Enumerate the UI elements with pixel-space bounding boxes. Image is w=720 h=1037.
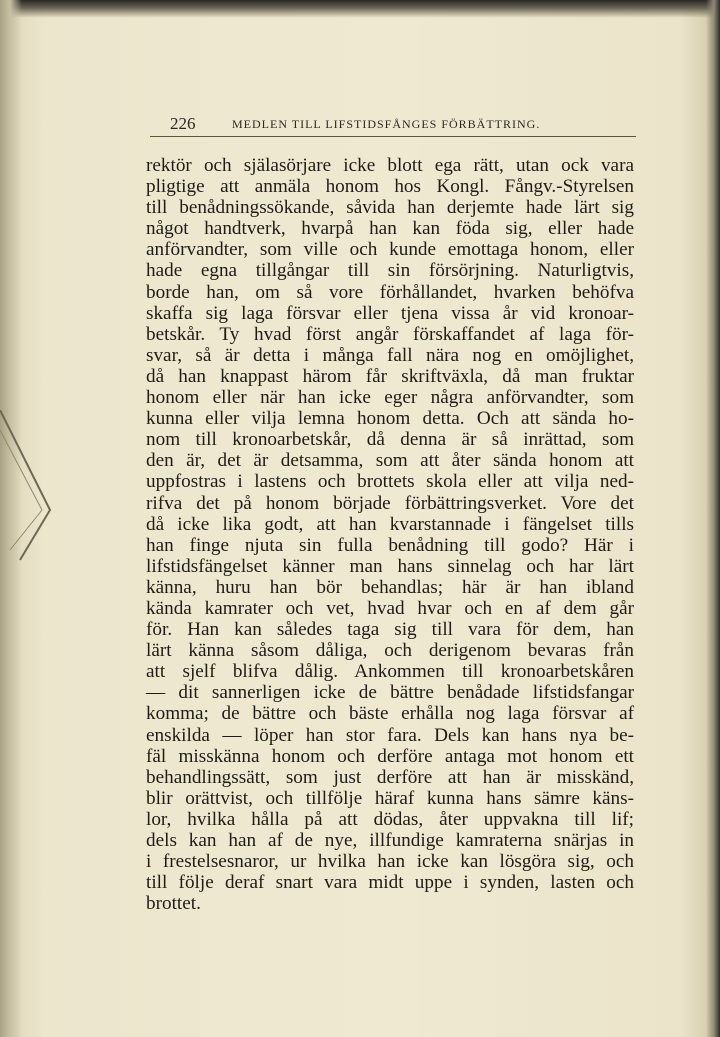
running-header xyxy=(150,112,636,137)
text-line: till benådningssökande, såvida han derjemte hade lärt sig xyxy=(146,197,634,219)
text-line: kunna eller vilja lemna honom detta. Och att sända ho- xyxy=(146,408,634,430)
text-line: rektör och själasörjare icke blott ega rätt, utan ock vara xyxy=(146,155,634,176)
text-line: då han knappast härom får skriftväxla, då man fruktar xyxy=(146,365,634,387)
text-line: något handtverk, hvarpå han kan föda sig, eller hade xyxy=(146,218,634,240)
text-line: pligtige att anmäla honom hos Kongl. Fångv.-Styrelsen xyxy=(146,176,634,198)
text-line: betskår. Ty hvad först angår förskaffandet af laga för- xyxy=(146,323,634,345)
text-line: lifstidsfängelset känner man hans sinnelag och har lärt xyxy=(146,555,634,577)
page-right-edge xyxy=(706,0,720,1037)
text-line: enskilda — löper han stor fara. Dels kan hans nya be- xyxy=(146,724,634,746)
text-line: då icke lika godt, att han kvarstannade i fängelset tills xyxy=(146,513,634,535)
text-line: skaffa sig laga försvar eller tjena vissa år vid kronoar- xyxy=(146,302,634,324)
top-shadow xyxy=(0,0,720,18)
text-line: blir orättvist, och tillfölje häraf kunna hans sämre käns- xyxy=(146,787,634,809)
text-line: att sjelf blifva dålig. Ankommen till kronoarbetskåren xyxy=(146,661,634,683)
text-line: hade egna tillgångar till sin försörjning. Naturligtvis, xyxy=(146,260,634,282)
text-line: i frestelsesnaror, ur hvilka han icke kan lösgöra sig, och xyxy=(146,851,634,873)
text-line: den är, det är detsamma, som att åter sända honom att xyxy=(146,450,634,472)
text-line: lor, hvilka hålla på att dödas, åter uppvakna till lif; xyxy=(146,808,634,830)
folded-paper-edge xyxy=(0,410,70,590)
running-title: MEDLEN TILL LIFSTIDSFÅNGES FÖRBÄTTRING. xyxy=(232,117,541,131)
text-line: brottet. xyxy=(146,893,201,915)
text-line: till följe deraf snart vara midt uppe i synden, lasten och xyxy=(146,872,634,894)
text-line: dels kan han af de nye, illfundige kamraterna snärjas in xyxy=(146,830,634,851)
text-line: anförvandter, som ville och kunde emottaga honom, eller xyxy=(146,239,634,261)
text-line: han finge njuta sin fulla benådning till godo? Här i xyxy=(146,534,634,556)
text-line: — dit sannerligen icke de bättre benådade lifstidsfangar xyxy=(146,682,634,704)
page-number: 226 xyxy=(170,114,196,133)
text-line: uppfostras i lastens och brottets skola eller att vilja ned- xyxy=(146,471,634,493)
text-line: känna, huru han bör behandlas; här är han ibland xyxy=(146,576,634,598)
text-line: rifva det på honom började förbättringsverket. Vore det xyxy=(146,492,634,514)
text-line: för. Han kan således taga sig till vara för dem, han xyxy=(146,619,634,641)
text-line: nom till kronoarbetskår, då denna är så inrättad, som xyxy=(146,429,634,451)
text-line: behandlingssätt, som just derföre att han är misskänd, xyxy=(146,766,634,788)
text-line: svar, så är detta i många fall nära nog en omöjlighet, xyxy=(146,344,634,366)
text-line: lärt känna såsom dåliga, och derigenom bevaras från xyxy=(146,640,634,662)
text-line: borde han, om så vore förhållandet, hvarken behöfva xyxy=(146,281,634,303)
text-line: fäl misskänna honom och derföre antaga mot honom ett xyxy=(146,745,634,767)
text-line: kända kamrater och vet, hvad hvar och en af dem går xyxy=(146,597,634,619)
body-text xyxy=(146,155,634,914)
text-line: honom eller när han icke eger några anförvandter, som xyxy=(146,387,634,409)
text-line: komma; de bättre och bäste erhålla nog laga försvar af xyxy=(146,703,634,725)
